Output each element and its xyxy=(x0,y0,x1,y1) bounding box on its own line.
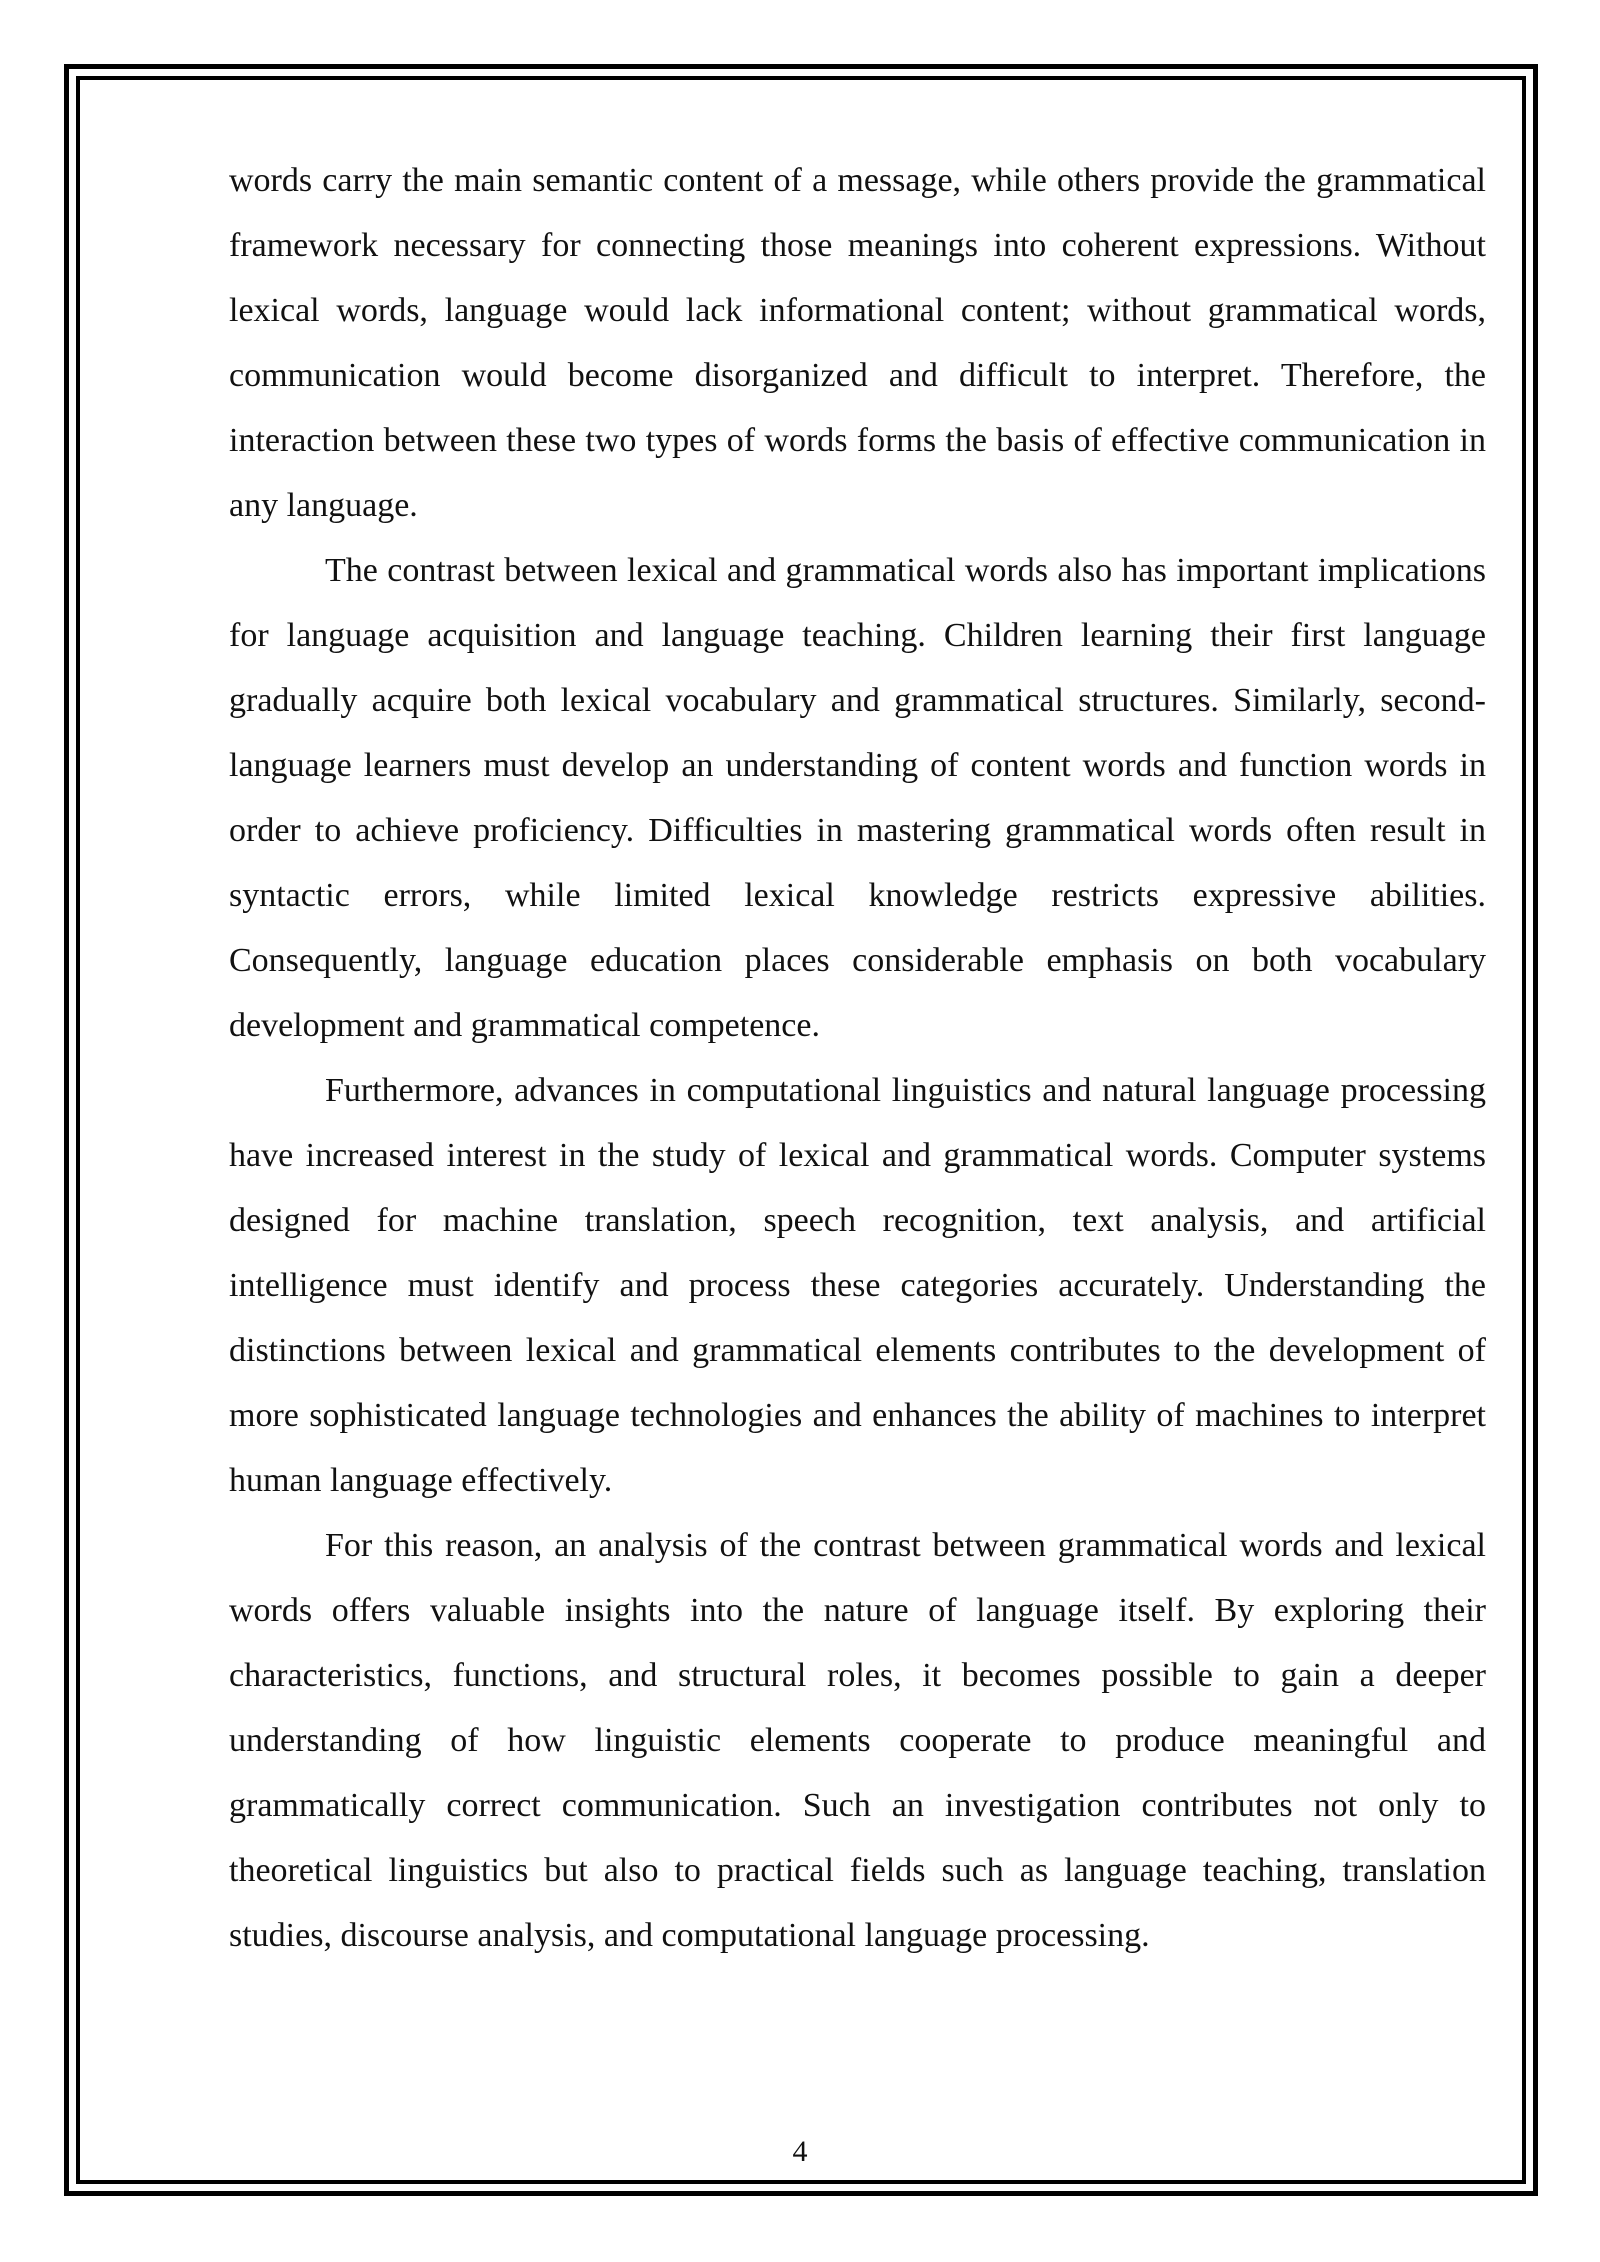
paragraph-4: For this reason, an analysis of the contrast between grammatical words and lexical words offers valuable insights into the nature of language itself. By exploring their characteristics, functions, and structural roles, it becomes possible to gain a deeper understanding of how linguistic elements cooperate to produce meaningful and grammatically correct communication. Such an investigation contributes not only to theoretical linguistics but also to practical fields such as language teaching, translation studies, discourse analysis, and computational language processing. xyxy=(229,1527,1486,1954)
document-body xyxy=(229,148,1486,1968)
paragraph-1: words carry the main semantic content of a message, while others provide the grammatical framework necessary for connecting those meanings into coherent expressions. Without lexical words, language would lack informational content; without grammatical words, communication would become disorganized and difficult to interpret. Therefore, the interaction between these two types of words forms the basis of effective communication in any language. xyxy=(229,162,1486,524)
paragraph-3: Furthermore, advances in computational linguistics and natural language processing have increased interest in the study of lexical and grammatical words. Computer systems designed for machine translation, speech recognition, text analysis, and artificial intelligence must identify and process these categories accurately. Understanding the distinctions between lexical and grammatical elements contributes to the development of more sophisticated language technologies and enhances the ability of machines to interpret human language effectively. xyxy=(229,1072,1486,1499)
paragraph-2: The contrast between lexical and grammatical words also has important implications for language acquisition and language teaching. Children learning their first language gradually acquire both lexical vocabulary and grammatical structures. Similarly, second-language learners must develop an understanding of content words and function words in order to achieve proficiency. Difficulties in mastering grammatical words often result in syntactic errors, while limited lexical knowledge restricts expressive abilities. Consequently, language education places considerable emphasis on both vocabulary development and grammatical competence. xyxy=(229,552,1486,1044)
page-number: 4 xyxy=(792,2135,808,2168)
